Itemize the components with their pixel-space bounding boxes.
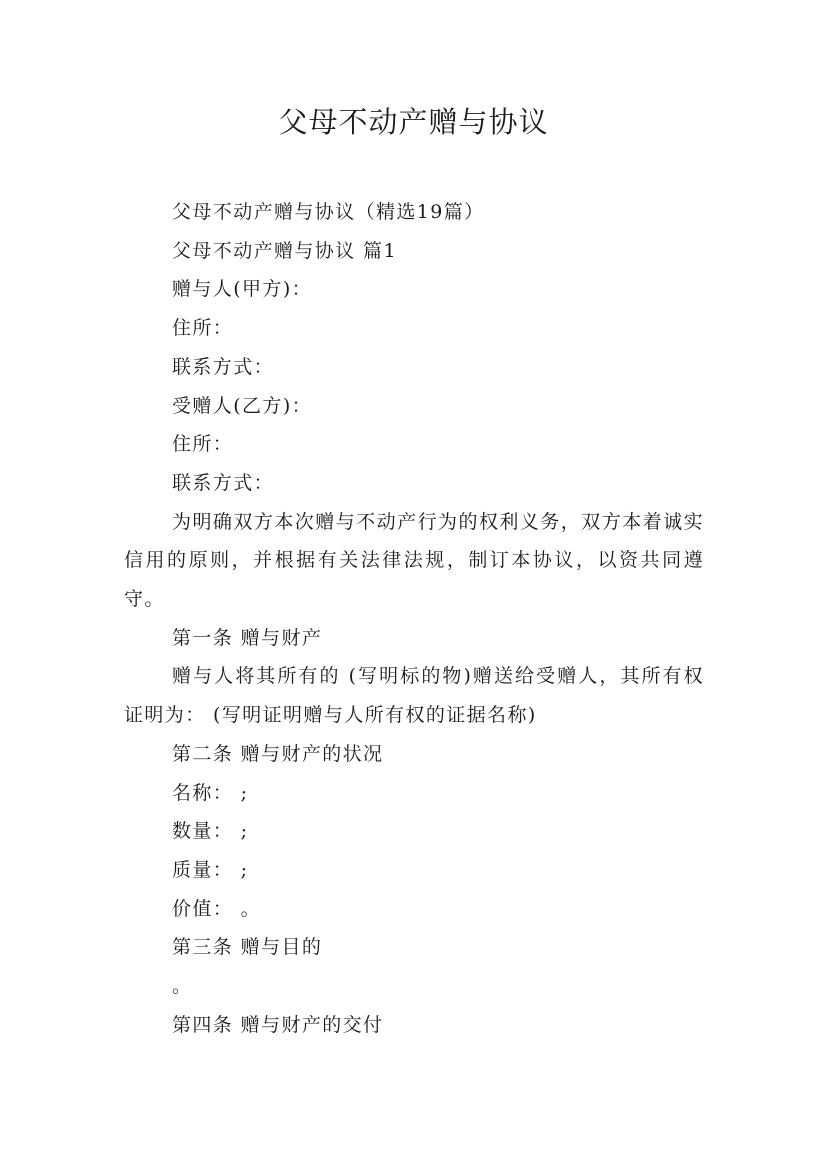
donor-field: 赠与人(甲方)：	[172, 278, 313, 301]
property-quantity-field: 数量： ;	[172, 820, 249, 843]
document-subtitle: 父母不动产赠与协议（精选19篇）	[172, 201, 485, 223]
donee-address-field: 住所：	[172, 433, 234, 456]
property-name-field: 名称： ;	[172, 781, 249, 804]
article-heading: 第一条 赠与财产	[172, 626, 323, 649]
section-heading: 父母不动产赠与协议 篇1	[172, 239, 397, 262]
property-value-field: 价值： 。	[172, 897, 262, 920]
document-body	[124, 193, 704, 1044]
document-title: 父母不动产赠与协议	[278, 105, 549, 139]
donee-contact-field: 联系方式：	[172, 471, 275, 494]
preamble-paragraph: 为明确双方本次赠与不动产行为的权利义务，双方本着诚实信用的原则，并根据有关法律法规，制订本协议，以资共同遵守。	[124, 510, 704, 611]
purpose-blank-line: 。	[172, 975, 193, 998]
article-heading: 第二条 赠与财产的状况	[172, 742, 384, 765]
article-heading: 第四条 赠与财产的交付	[172, 1013, 384, 1036]
donee-field: 受赠人(乙方)：	[172, 394, 313, 417]
article-paragraph: 赠与人将其所有的 (写明标的物)赠送给受赠人，其所有权证明为： (写明证明赠与人所有权的证据名称)	[124, 665, 704, 727]
donor-address-field: 住所：	[172, 317, 234, 340]
property-quality-field: 质量： ;	[172, 858, 249, 881]
donor-contact-field: 联系方式：	[172, 355, 275, 378]
article-heading: 第三条 赠与目的	[172, 936, 323, 959]
